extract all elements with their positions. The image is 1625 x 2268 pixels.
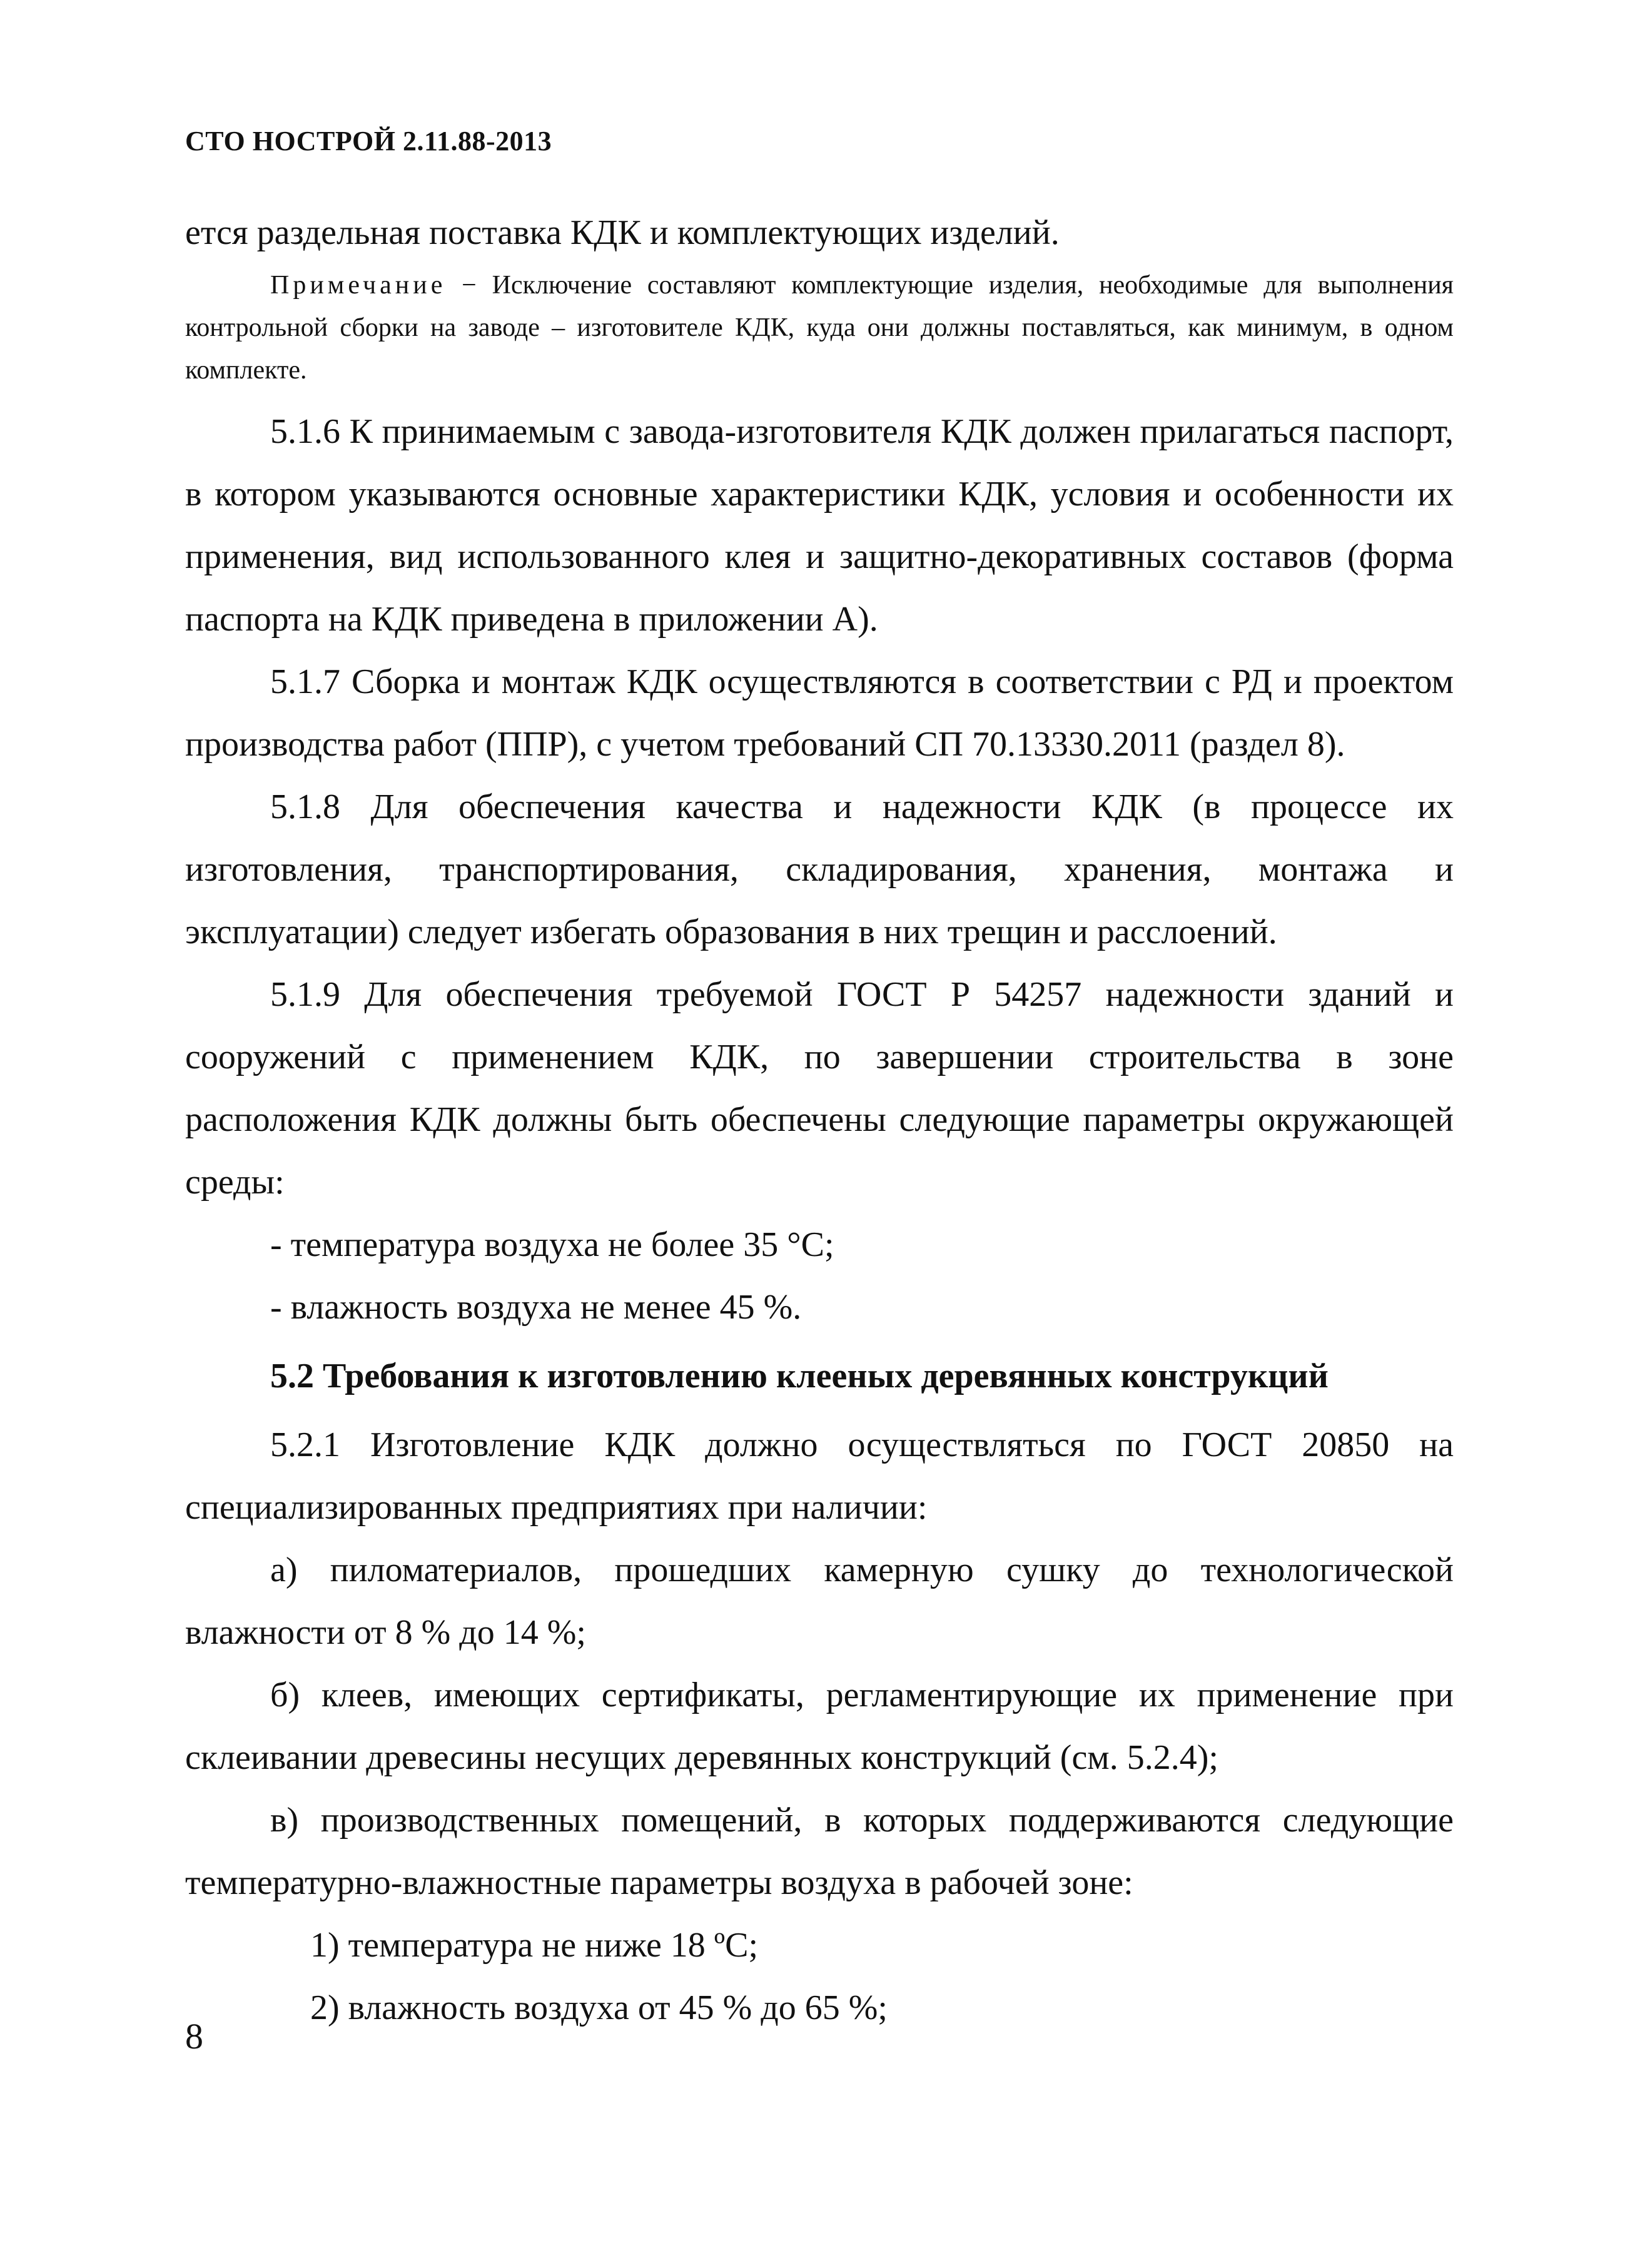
page-number: 8 — [185, 2016, 203, 2057]
list-item-v: в) производственных помещений, в которых поддерживаются следующие температурно-влажностные параметры воздуха в рабочей зоне: — [185, 1801, 1454, 1902]
list-item-a: а) пиломатериалов, прошедших камерную сушку до технологической влажности от 8 % до 14 %; — [185, 1551, 1454, 1652]
note-label: Примечание — [270, 271, 447, 300]
continuation-paragraph: ется раздельная поставка КДК и комплектующих изделий. — [185, 213, 1060, 252]
list-item-b: б) клеев, имеющих сертификаты, регламентирующие их применение при склеивании древесины несущих деревянных конструкций (см. 5.2.4); — [185, 1676, 1454, 1777]
env-item-temperature: - температура воздуха не более 35 °С; — [270, 1225, 834, 1264]
paragraph-5-1-8: 5.1.8 Для обеспечения качества и надежности КДК (в процессе их изготовления, транспортирования, складирования, хранения, монтажа и эксплуатации) следует избегать образования в них трещин и расслоений. — [185, 787, 1454, 951]
paragraph-5-1-7: 5.1.7 Сборка и монтаж КДК осуществляются в соответствии с РД и проектом производства работ (ППР), с учетом требований СП 70.13330.2011 (раздел 8). — [185, 662, 1454, 764]
document-code-header: СТО НОСТРОЙ 2.11.88-2013 — [185, 126, 552, 156]
sub-item-temperature: 1) температура не ниже 18 ºС; — [310, 1926, 759, 1965]
paragraph-5-1-6: 5.1.6 К принимаемым с завода-изготовителя КДК должен прилагаться паспорт, в котором указываются основные характеристики КДК, условия и особенности их применения, вид использованного клея и защитно-декоративных составов (форма паспорта на КДК приведена в приложении А). — [185, 412, 1454, 639]
env-item-humidity: - влажность воздуха не менее 45 %. — [270, 1288, 802, 1327]
sub-item-humidity: 2) влажность воздуха от 45 % до 65 %; — [310, 1988, 888, 2027]
page-content — [185, 201, 1454, 2039]
paragraph-5-2-1: 5.2.1 Изготовление КДК должно осуществляться по ГОСТ 20850 на специализированных предприятиях при наличии: — [185, 1425, 1454, 1527]
section-heading-5-2: 5.2 Требования к изготовлению клееных деревянных конструкций — [270, 1357, 1329, 1395]
note-paragraph — [185, 264, 1454, 392]
note-text: − Исключение составляют комплектующие изделия, необходимые для выполнения контрольной сборки на заводе – изготовителе КДК, куда они должны поставляться, как минимум, в одном комплекте. — [185, 271, 1454, 385]
paragraph-5-1-9: 5.1.9 Для обеспечения требуемой ГОСТ Р 54257 надежности зданий и сооружений с применением КДК, по завершении строительства в зоне расположения КДК должны быть обеспечены следующие параметры окружающей среды: — [185, 975, 1454, 1202]
